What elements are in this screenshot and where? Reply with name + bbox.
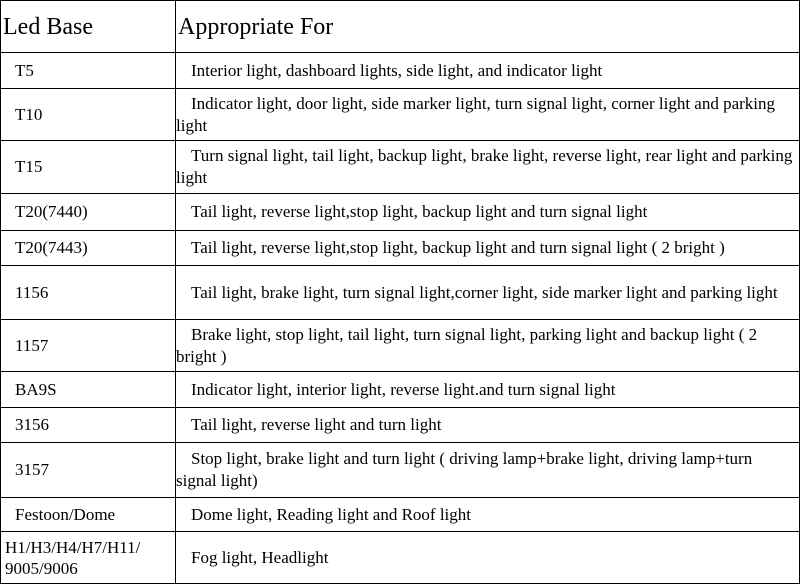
table-row bbox=[1, 532, 800, 584]
table-row bbox=[1, 53, 800, 89]
appropriate-for-text: Indicator light, door light, side marker light, turn signal light, corner light and parking light bbox=[176, 93, 776, 135]
appropriate-for-text: Tail light, reverse light,stop light, backup light and turn signal light ( 2 bright ) bbox=[191, 238, 725, 257]
appropriate-for-text: Interior light, dashboard lights, side light, and indicator light bbox=[191, 60, 603, 80]
appropriate-for-text: Fog light, Headlight bbox=[191, 547, 329, 567]
led-base-cell: T20(7440) bbox=[1, 194, 176, 231]
table-row bbox=[1, 266, 800, 320]
appropriate-for-cell bbox=[176, 266, 800, 320]
table-row bbox=[1, 372, 800, 408]
table-row bbox=[1, 194, 800, 231]
header-led-base: Led Base bbox=[1, 1, 176, 53]
led-base-cell: BA9S bbox=[1, 372, 176, 408]
appropriate-for-cell bbox=[176, 89, 800, 141]
table-row bbox=[1, 408, 800, 443]
appropriate-for-cell bbox=[176, 532, 800, 584]
header-appropriate-for: Appropriate For bbox=[176, 1, 800, 53]
appropriate-for-text: Stop light, brake light and turn light ( driving lamp+brake light, driving lamp+turn signal light) bbox=[176, 449, 753, 490]
led-base-cell: 3156 bbox=[1, 408, 176, 443]
led-base-cell: 1157 bbox=[1, 320, 176, 372]
appropriate-for-cell bbox=[176, 53, 800, 89]
led-base-cell: T15 bbox=[1, 141, 176, 194]
table-header-row bbox=[1, 1, 800, 53]
appropriate-for-text: Tail light, reverse light and turn light bbox=[191, 415, 442, 434]
appropriate-for-cell bbox=[176, 408, 800, 443]
appropriate-for-text: Turn signal light, tail light, backup light, brake light, reverse light, rear light and parking light bbox=[176, 146, 793, 187]
led-base-cell: Festoon/Dome bbox=[1, 498, 176, 532]
led-base-cell: 3157 bbox=[1, 443, 176, 498]
appropriate-for-text: Tail light, reverse light,stop light, backup light and turn signal light bbox=[191, 202, 648, 221]
appropriate-for-text: Tail light, brake light, turn signal light,corner light, side marker light and parking light bbox=[191, 282, 778, 302]
led-base-cell: 1156 bbox=[1, 266, 176, 320]
led-base-cell: T5 bbox=[1, 53, 176, 89]
appropriate-for-text: Brake light, stop light, tail light, turn signal light, parking light and backup light ( 2 bright ) bbox=[176, 324, 758, 366]
table-row bbox=[1, 141, 800, 194]
table-row bbox=[1, 231, 800, 266]
appropriate-for-cell bbox=[176, 141, 800, 194]
table-row bbox=[1, 320, 800, 372]
appropriate-for-cell bbox=[176, 443, 800, 498]
table-row bbox=[1, 443, 800, 498]
table-row bbox=[1, 498, 800, 532]
appropriate-for-cell bbox=[176, 231, 800, 266]
led-base-cell: T20(7443) bbox=[1, 231, 176, 266]
table-row bbox=[1, 89, 800, 141]
led-base-cell: H1/H3/H4/H7/H11/ 9005/9006 bbox=[1, 532, 176, 584]
led-base-cell: T10 bbox=[1, 89, 176, 141]
appropriate-for-cell bbox=[176, 194, 800, 231]
appropriate-for-cell bbox=[176, 498, 800, 532]
appropriate-for-cell bbox=[176, 372, 800, 408]
appropriate-for-text: Indicator light, interior light, reverse light.and turn signal light bbox=[191, 379, 616, 399]
appropriate-for-text: Dome light, Reading light and Roof light bbox=[191, 504, 472, 524]
appropriate-for-cell bbox=[176, 320, 800, 372]
